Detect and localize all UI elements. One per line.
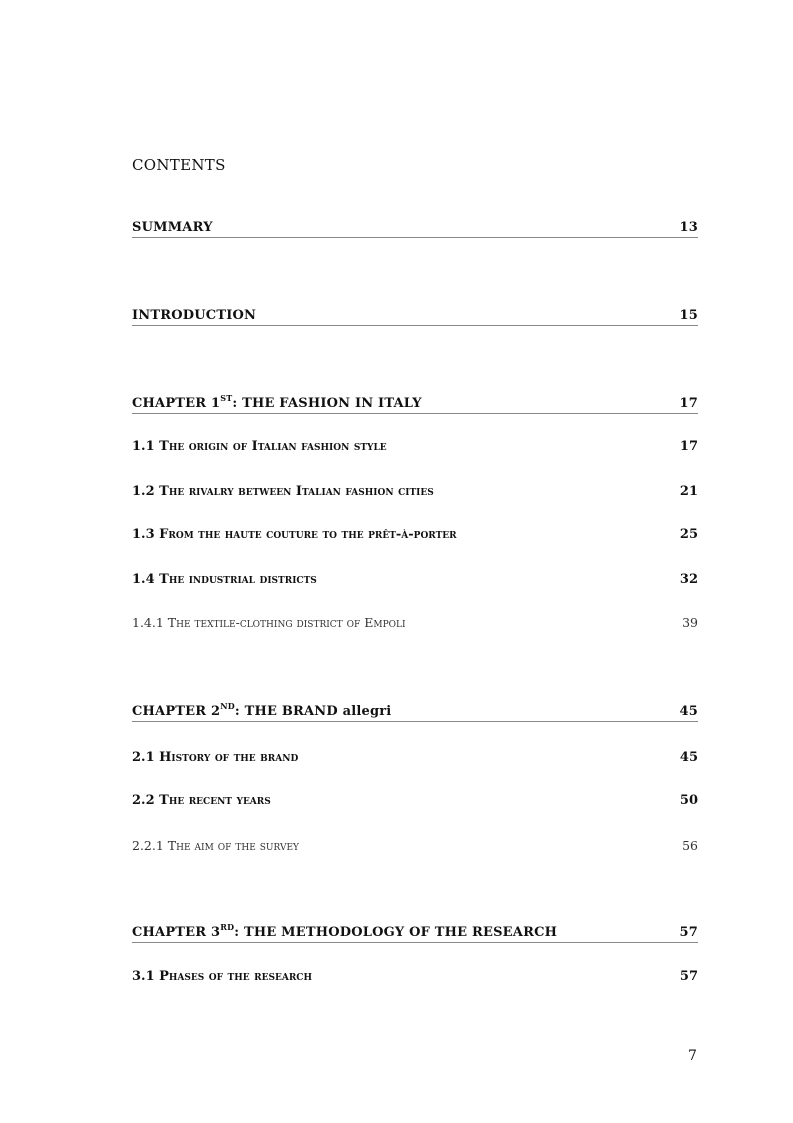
toc-entry-chapter-3[interactable] [132,921,698,943]
toc-entry-page: 25 [679,527,698,542]
toc-entry-label: CHAPTER 2ND: THE BRAND allegri [132,700,392,719]
toc-entry-page: 21 [679,484,698,499]
toc-entry-page: 56 [682,838,698,853]
toc-entry-section-1-4-1[interactable] [132,615,698,632]
toc-entry-section-1-3[interactable] [132,527,698,544]
toc-entry-section-2-2-1[interactable] [132,838,698,855]
toc-entry-page: 50 [679,793,698,808]
toc-entry-section-2-2[interactable] [132,793,698,810]
toc-entry-label: 2.1 History of the brand [132,750,299,765]
toc-entry-label: CHAPTER 3RD: THE METHODOLOGY OF THE RESEARCH [132,921,558,940]
toc-entry-section-2-1[interactable] [132,750,698,767]
toc-entry-page: 45 [679,704,698,719]
toc-entry-label: 1.1 The origin of Italian fashion style [132,439,387,454]
page-number: 7 [688,1048,697,1064]
toc-entry-chapter-2[interactable] [132,700,698,722]
toc-entry-label: 1.4 The industrial districts [132,572,317,587]
toc-entry-label: 1.3 From the haute couture to the prêt-à-porter [132,527,457,542]
toc-entry-label: INTRODUCTION [132,308,257,323]
toc-entry-label: 2.2 The recent years [132,793,271,808]
toc-entry-section-1-2[interactable] [132,484,698,501]
toc-entry-page: 17 [679,396,698,411]
toc-entry-page: 17 [679,439,698,454]
toc-entry-page: 32 [679,572,698,587]
toc-entry-page: 39 [682,615,698,630]
toc-entry-page: 15 [679,308,698,323]
toc-entry-label: 2.2.1 The aim of the survey [132,838,299,853]
toc-entry-label: SUMMARY [132,220,213,235]
toc-entry-label: 1.4.1 The textile-clothing district of Empoli [132,615,406,630]
toc-entry-section-3-1[interactable] [132,969,698,986]
toc-entry-label: 1.2 The rivalry between Italian fashion cities [132,484,434,499]
toc-entry-page: 57 [679,925,698,940]
toc-entry-page: 13 [679,220,698,235]
toc-entry-chapter-1[interactable] [132,392,698,414]
toc-entry-page: 45 [679,750,698,765]
toc-entry-introduction[interactable] [132,308,698,326]
toc-entry-label: CHAPTER 1ST: THE FASHION IN ITALY [132,392,422,411]
toc-entry-page: 57 [679,969,698,984]
toc-entry-summary[interactable] [132,220,698,238]
toc-entry-section-1-1[interactable] [132,439,698,456]
page-title: CONTENTS [132,156,226,174]
toc-entry-section-1-4[interactable] [132,572,698,589]
toc-entry-label: 3.1 Phases of the research [132,969,312,984]
